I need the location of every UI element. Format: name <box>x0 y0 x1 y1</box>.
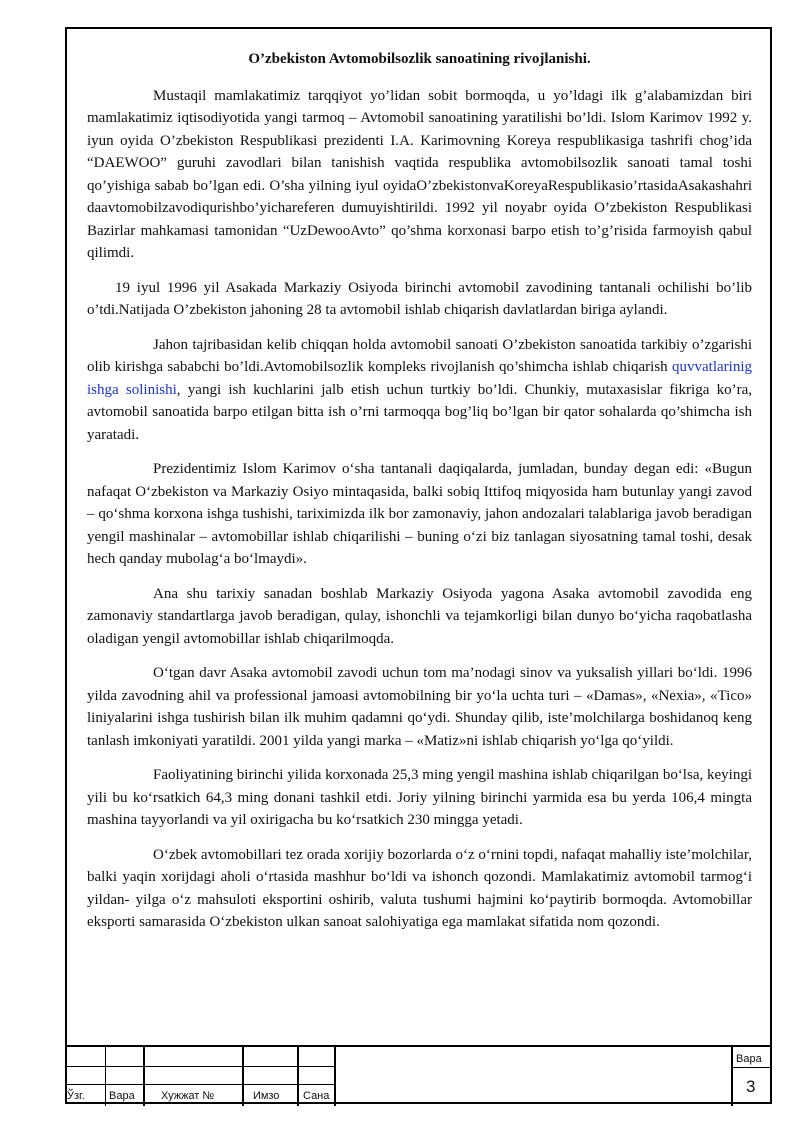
stamp-col-line <box>334 1047 336 1106</box>
paragraph-1-end: dumuyishtirildi. 1992 yil noyabr oyida O’zbekiston Respublikasi Bazirlar mahkamasi tamonidan “UzDewooAvto” qo’shma korxonasi barpo etish to’g’risida farmoyish qabul qilimdi. <box>87 200 752 261</box>
paragraph-1-text: Mustaqil mamlakatimiz tarqqiyot yo’lidan sobit bormoqda, u yo’ldagi ilk g’alabamizdan biri mamlakatimiz iqtisodiyotida yangi tarmoq – Avtomobil sanoatining yaratilishi bo’ldi. Islom Karimov 1992 y. iyun oyida O’zbekiston Respublikasi prezidenti I.A. Karimovning Koreya respublikasiga tashrifi chog’ida “DAEWOO” guruhi zavodlari bilan tanishish vaqtida respublika avtomobilsozlik sanoati tamal toshi qo’yishiga sabab bo’lgan edi. O’sha yilning iyul <box>87 87 752 194</box>
stamp-col-line <box>143 1047 145 1106</box>
document-title: O’zbekiston Avtomobilsozlik sanoatining rivojlanishi. <box>248 51 591 67</box>
sheet-box-line <box>731 1067 772 1068</box>
stamp-label-change: Ўзг. <box>67 1090 85 1102</box>
paragraph-3-end: , yangi ish kuchlarini jalb etish uchun turtkiy bo’ldi. Chunkiy, mutaxasislar fikriga ko’ra, avtomobil sanoatida barpo etilgan bitta ish o’rni tarmoqqa bog’liq bo’lgan bir qator sohalarda qo’shimcha ish yaratadi. <box>87 381 753 443</box>
title-block <box>65 1045 772 1104</box>
paragraph-3-start: Jahon tajribasidan kelib chiqqan holda avtomobil sanoati O’zbekiston sanoatida tarkibiy o’zgarishi olib kirishga sababchi bo’ldi.Avtomobilsozlik kompleks rivojlanish qo’shimcha ishlab chiqarish <box>87 336 752 375</box>
paragraph-1 <box>87 85 752 265</box>
paragraph-3 <box>87 334 752 447</box>
inline-link[interactable]: quvvatlarinig ishga solinishi <box>87 359 752 398</box>
stamp-label-document: Хужжат № <box>161 1090 215 1102</box>
stamp-label-date: Сана <box>303 1090 330 1102</box>
sheet-box-line <box>731 1047 733 1106</box>
paragraph-4: Prezidentimiz Islom Karimov o‘sha tantanali daqiqalarda, jumladan, bunday degan edi: «Bugun nafaqat O‘zbekiston va Markaziy Osiyo mintaqasida, balki sobiq Ittifoq miqyosida ham butunlay yangi zavod – qo‘shma korxona ishga tushishi, tariximizda ilk bor zamonaviy, jahon andozalari talablariga javob beradigan yengil mashinalar – avtomobillar ishlab chiqarilishi – buning o‘zi biz tanlagan siyosatning tamal toshi, desak hech qanday mubolag‘a bo‘lmaydi». <box>87 461 752 567</box>
paragraph-8: O‘zbek avtomobillari tez orada xorijiy bozorlarda o‘z o‘rnini topdi, nafaqat mahalliy iste’molchilar, balki yaqin xorijdagi aholi o‘rtasida mashhur bo‘ldi va ishonch qozondi. Mamlakatimiz avtomobil tarmog‘i yildan- yilga o‘z mahsuloti eksportini oshirib, valuta tushumi hajmini ko‘paytirib bormoqda. Avtomobillar eksporti samarasida O‘zbekiston ulkan sanoat salohiyatiga ega mamlakat sifatida nom qozondi. <box>87 846 752 930</box>
stamp-col-line <box>297 1047 299 1106</box>
paragraph-1-unbroken: oyidaO’zbekistonvaKoreyaRespublikasio’rtasidaAsakashahridaavtomobilzavodiqurishbo’yichareferen <box>87 177 752 216</box>
sheet-label: Вара <box>736 1053 762 1065</box>
paragraph-5: Ana shu tarixiy sanadan boshlab Markaziy Osiyoda yagona Asaka avtomobil zavodida eng zamonaviy standartlarga javob beradigan, qulay, ishonchli va tejamkorligi bilan dunyo bo‘yicha raqobatlasha oladigan yengil avtomobillar ishlab chiqarilmoqda. <box>87 585 752 647</box>
stamp-label-signature: Имзо <box>253 1090 280 1102</box>
paragraph-6: O‘tgan davr Asaka avtomobil zavodi uchun tom ma’nodagi sinov va yuksalish yillari bo‘ldi. 1996 yilda zavodning ahil va professional jamoasi avtomobilning bir yo‘la uchta turi – «Damas», «Nexia», «Tico» liniyalarini ishga tushirish bilan ilk muhim qadamni qo‘ydi. Shunday qilib, iste’molchilarga boshidanoq keng tanlash imkoniyati yaratildi. 2001 yilda yangi marka – «Matiz»ni ishlab chiqarish yo‘lga qo‘yildi. <box>87 665 752 749</box>
paragraph-7: Faoliyatining birinchi yilida korxonada 25,3 ming yengil mashina ishlab chiqarilgan bo‘lsa, keyingi yili bu ko‘rsatkich 64,3 ming donani tashkil etdi. Joriy yilning birinchi yarmida esa bu yerda 106,4 mingta mashina tayyorlandi va yil oxirigacha bu ko‘rsatkich 230 mingga yetadi. <box>87 767 752 828</box>
stamp-label-sheet: Вара <box>109 1090 135 1102</box>
document-body <box>87 48 752 946</box>
stamp-col-line <box>105 1047 106 1106</box>
page-number: 3 <box>746 1077 756 1096</box>
paragraph-2: 19 iyul 1996 yil Asakada Markaziy Osiyoda birinchi avtomobil zavodining tantanali ochilishi bo’lib o’tdi.Natijada O’zbekiston jahoning 28 ta avtomobil ishlab chiqarish davlatlardan biriga aylandi. <box>87 279 752 318</box>
stamp-col-line <box>242 1047 244 1106</box>
